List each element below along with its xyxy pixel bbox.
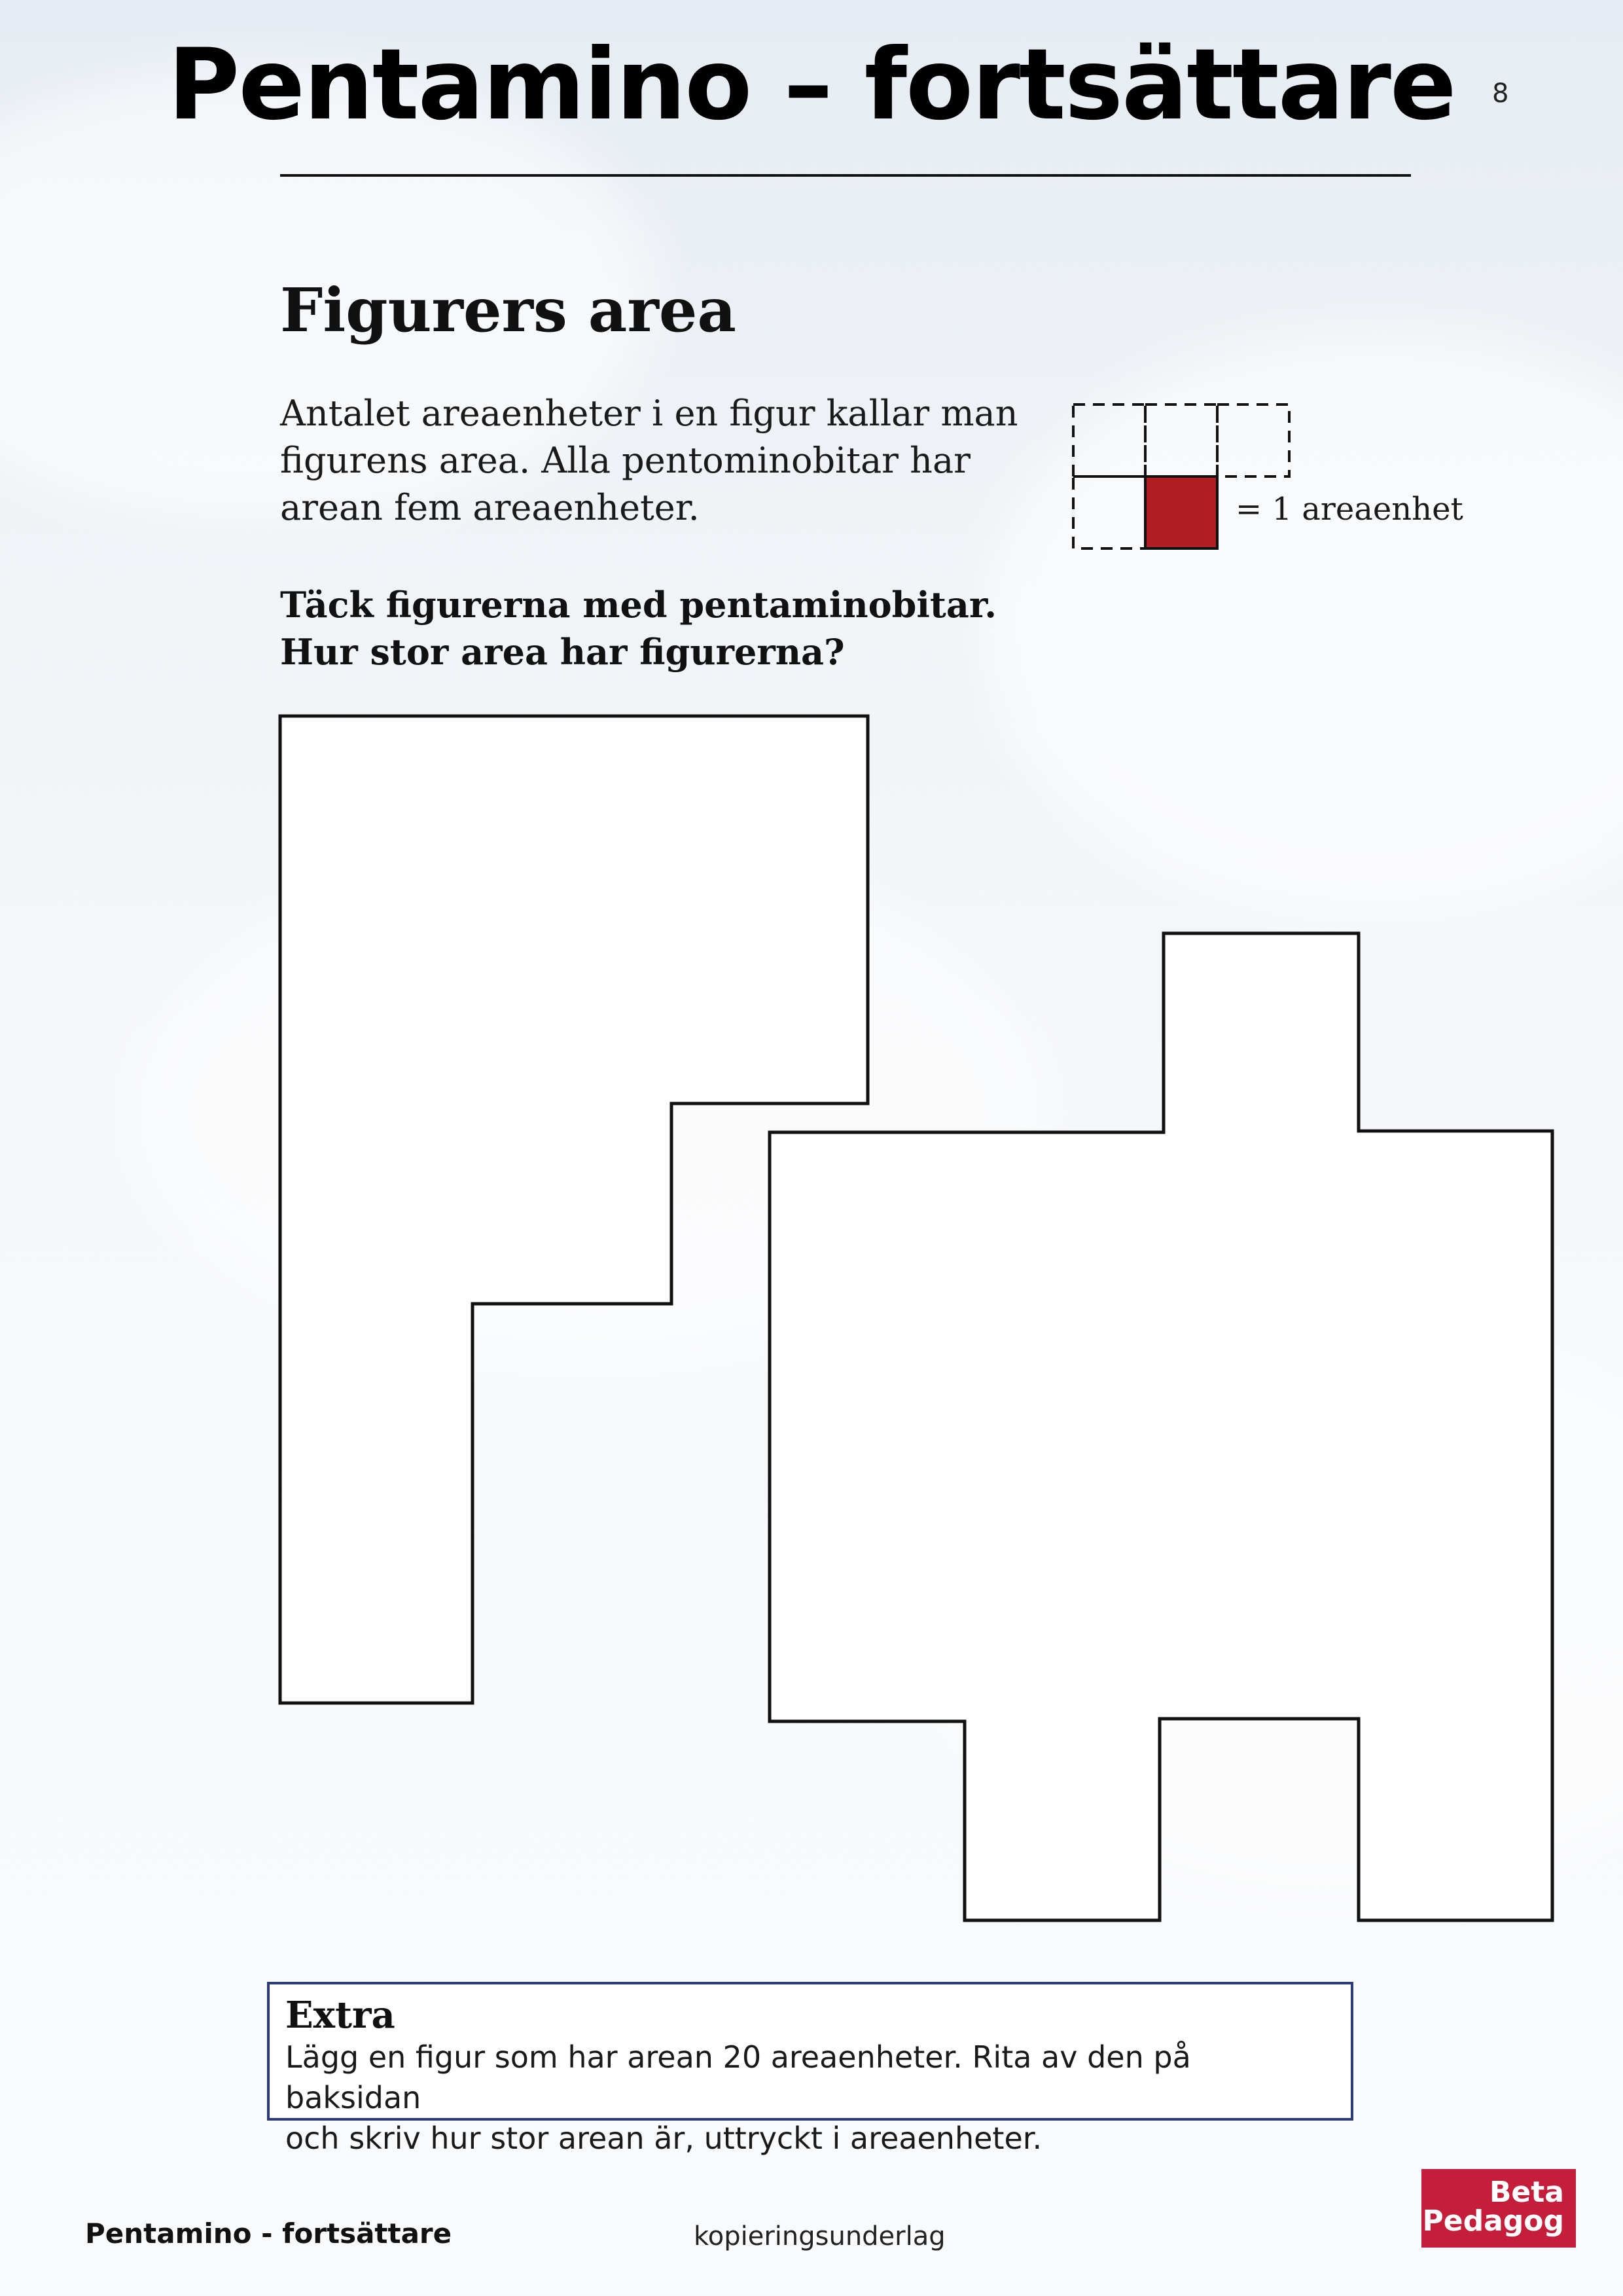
section-title: Figurers area <box>280 275 737 346</box>
area-unit-label: = 1 areaenhet <box>1236 491 1463 528</box>
page-header-title: Pentamino – fortsättare <box>168 28 1455 142</box>
intro-line: Antalet areaenheter i en figur kallar man <box>280 393 1018 434</box>
logo-text: Beta <box>1489 2176 1564 2209</box>
legend-dashed-cell <box>1073 476 1145 548</box>
footer-book-title: Pentamino - fortsättare <box>85 2217 452 2250</box>
legend-dashed-cell <box>1145 404 1217 476</box>
area-figure-2 <box>770 933 1552 1920</box>
extra-task-line: och skriv hur stor arean är, uttryckt i areaenheter. <box>285 2121 1043 2156</box>
publisher-logo <box>1421 2169 1576 2248</box>
intro-line: figurens area. Alla pentominobitar har <box>280 440 971 481</box>
page-number: 8 <box>1492 79 1509 109</box>
legend-dashed-cell <box>1073 404 1145 476</box>
logo-text: Pedagog <box>1422 2204 1564 2238</box>
instruction-line: Täck figurerna med pentaminobitar. <box>280 584 997 626</box>
extra-task-box <box>267 1982 1353 2156</box>
extra-task-title: Extra <box>285 1994 395 2037</box>
area-unit-square <box>1145 476 1217 548</box>
intro-line: arean fem areaenheter. <box>280 487 700 528</box>
instruction-line: Hur stor area har figurerna? <box>280 631 845 673</box>
footer-copy-note: kopieringsunderlag <box>694 2221 946 2251</box>
extra-task-line: Lägg en figur som har arean 20 areaenheter. Rita av den på baksidan <box>285 2039 1191 2115</box>
legend-dashed-cell <box>1217 404 1289 476</box>
